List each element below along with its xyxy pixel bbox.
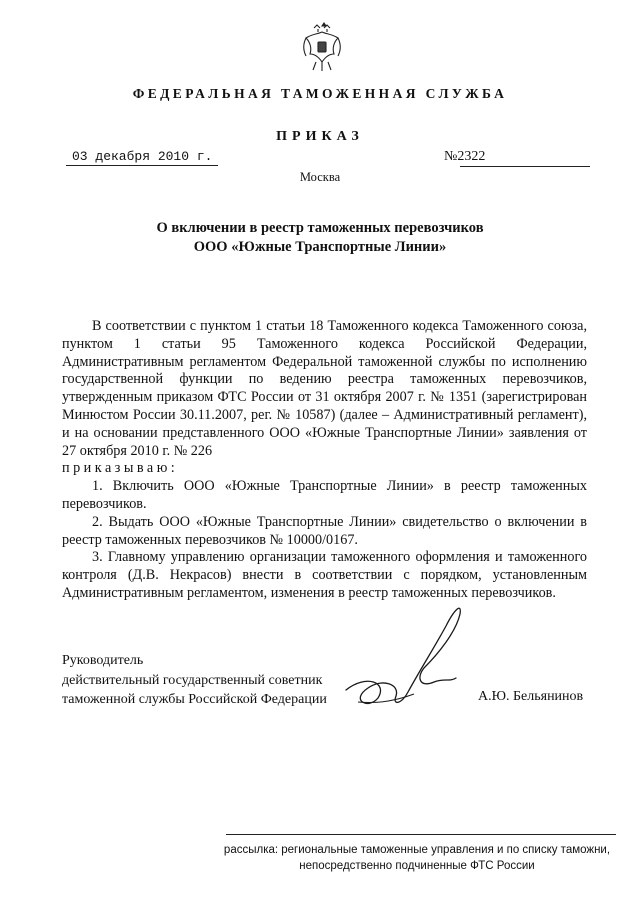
order-word: приказываю: [62,460,179,477]
signer-rank: действительный государственный советник [62,672,323,688]
signer-rank-continued: таможенной службы Российской Федерации [62,692,327,707]
city: Москва [299,170,341,184]
order-body [62,318,587,603]
order-subject [0,219,640,257]
date-underline [66,165,218,166]
document-title: ПРИКАЗ [276,129,364,144]
order-date: 03 декабря 2010 г. [72,149,213,164]
coat-of-arms-icon [300,22,344,72]
distribution-line-2: непосредственно подчиненные ФТС России [299,860,535,872]
signer-name: А.Ю. Бельянинов [478,689,584,704]
order-item-3: 3. Главному управлению организации таможенного оформления и таможенного контроля (Д.В. Некрасов) внести в соответствии с порядком, установленным Административным регламентом, изменения в реестр таможенных перевозчиков. [62,549,587,601]
distribution-note [210,842,624,874]
number-underline [460,166,590,167]
subject-line-2: ООО «Южные Транспортные Линии» [193,239,447,255]
order-item-1: 1. Включить ООО «Южные Транспортные Линии» в реестр таможенных перевозчиков. [62,478,587,512]
subject-line-1: О включении в реестр таможенных перевозчиков [156,220,484,236]
order-number: №2322 [444,149,486,164]
signer-block [62,651,327,710]
signer-position: Руководитель [62,653,144,668]
order-item-2: 2. Выдать ООО «Южные Транспортные Линии» свидетельство о включении в реестр таможенных перевозчиков № 10000/0167. [62,513,587,548]
preamble-paragraph: В соответствии с пунктом 1 статьи 18 Таможенного кодекса Таможенного союза, пунктом 1 статьи 95 Таможенного кодекса Российской Федерации, Административным регламентом Федеральной таможенной службы по исполнению государственной функции по ведению реестра таможенных перевозчиков, утвержденным приказом ФТС России от 31 октября 2007 г. № 1351 (зарегистрирован Минюстом России 30.11.2007, рег. № 10587) (далее – Административный регламент), и на основании представленного ООО «Южные Транспортные Линии» заявления от 27 октября 2010 г. № 226 [62,318,587,459]
agency-name: ФЕДЕРАЛЬНАЯ ТАМОЖЕННАЯ СЛУЖБА [132,86,508,101]
footer-divider [226,834,616,835]
handwritten-signature [338,592,478,722]
distribution-line-1: рассылка: региональные таможенные управления и по списку таможни, [223,844,611,856]
